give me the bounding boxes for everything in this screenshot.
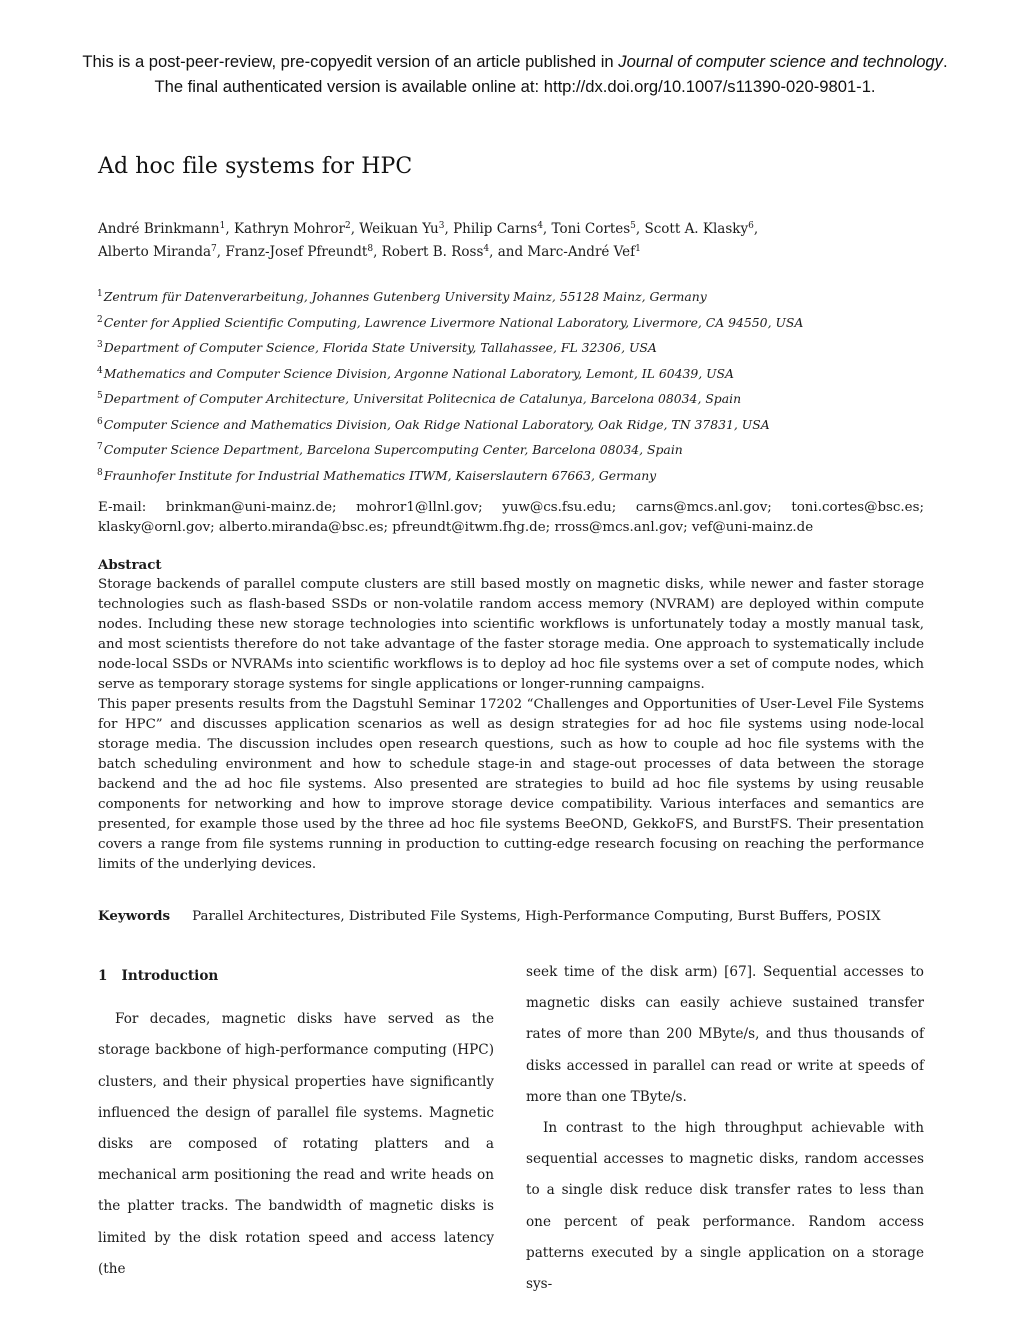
author: Weikuan Yu [359,221,439,237]
notice-prefix: This is a post-peer-review, pre-copyedit version of an article published in [82,52,619,71]
affiliation-text: Computer Science Department, Barcelona Supercomputing Center, Barcelona 08034, Spain [103,442,683,457]
affiliation [97,386,927,412]
affiliation-text: Department of Computer Architecture, Universitat Politecnica de Catalunya, Barcelona 08034, Spain [103,391,742,406]
affiliation-number: 3 [97,340,103,350]
keywords-text: Parallel Architectures, Distributed File Systems, High-Performance Computing, Burst Buffers, POSIX [192,909,881,924]
journal-name: Journal of computer science and technology [618,52,943,71]
affiliation-text: Department of Computer Science, Florida State University, Tallahassee, FL 32306, USA [103,340,657,355]
author-affiliation-mark: 6 [748,221,754,231]
author-affiliation-mark: 4 [483,244,490,254]
paper-title: Ad hoc file systems for HPC [98,154,413,179]
affiliation [97,361,927,387]
affiliation-number: 7 [97,442,103,452]
author-affiliation-mark: 5 [630,221,636,231]
abstract-paragraph: This paper presents results from the Dagstuhl Seminar 17202 “Challenges and Opportunities of User-Level File Systems for HPC” and discusses application scenarios as well as design strategies for ad hoc file systems using node-local storage media. The discussion includes open research questions, such as how to couple ad hoc file systems with the batch scheduling environment and how to schedule stage-in and stage-out processes of data between the storage backend and the ad hoc file systems. Also presented are strategies to build ad hoc file systems by using reusable components for networking and how to improve storage device compatibility. Various interfaces and semantics are presented, for example those used by the three ad hoc file systems BeeOND, GekkoFS, and BurstFS. Their presentation covers a range from file systems running in production to cutting-edge research focusing on reaching the performance limits of the underlying devices. [98,697,924,872]
affiliation-text: Mathematics and Computer Science Division, Argonne National Laboratory, Lemont, IL 60439, USA [103,365,734,381]
body-column-left [98,961,494,1285]
section-number: 1 [98,968,108,984]
affiliation-text: Fraunhofer Institute for Industrial Mathematics ITWM, Kaiserslautern 67663, Germany [103,467,657,483]
author-affiliation-mark: 4 [537,221,543,231]
author: Robert B. Ross [381,244,484,260]
affiliation-number: 8 [97,467,103,478]
affiliation [97,412,927,438]
author-affiliation-mark: 7 [211,244,217,254]
author: Kathryn Mohror [233,221,345,237]
author: Franz-Josef Pfreundt [225,244,368,260]
author: André Brinkmann [98,221,220,237]
affiliation-list [97,284,927,488]
body-paragraph: For decades, magnetic disks have served as the storage backbone of high-performance computing (HPC) clusters, and their physical properties have significantly influenced the design of parallel file systems. Magnetic disks are composed of rotating platters and a mechanical arm positioning the read and write heads on the platter tracks. The bandwidth of magnetic disks is limited by the disk rotation speed and access latency (the [98,1011,494,1277]
author-affiliation-mark: 2 [344,221,351,231]
body-paragraph: In contrast to the high throughput achievable with sequential accesses to magnetic disks, random accesses to a single disk reduce disk transfer rates to less than one percent of peak performance. Random access patterns executed by a single application on a storage sys- [526,1120,924,1293]
keywords-label: Keywords [98,908,171,924]
publication-notice [70,49,960,99]
affiliation-text: Center for Applied Scientific Computing, Lawrence Livermore National Laboratory, Livermore, CA 94550, USA [103,314,804,330]
author-affiliation-mark: 1 [219,221,226,231]
abstract-heading: Abstract [98,557,162,573]
affiliation-text: Computer Science and Mathematics Division, Oak Ridge National Laboratory, Oak Ridge, TN 37831, USA [103,416,770,432]
email-list: E-mail: brinkman@uni-mainz.de; mohror1@llnl.gov; yuw@cs.fsu.edu; carns@mcs.anl.gov; toni.cortes@bsc.es; klasky@ornl.gov; alberto.miranda@bsc.es; pfreundt@itwm.fhg.de; rross@mcs.anl.gov; vef@uni-mainz.de [98,500,924,535]
affiliation [97,310,927,336]
author: Marc-André Vef [527,244,636,260]
affiliation-number: 6 [97,416,103,427]
author: Philip Carns [453,221,538,237]
notice-suffix: . The final authenticated version is available online at: http://dx.doi.org/10.1007/s11390-020-9801-1. [154,52,948,96]
affiliation-number: 2 [97,314,103,325]
author-list: André Brinkmann$^1$, Kathryn Mohror$^2$, Weikuan Yu$^3$, Philip Carns$^4$, Toni Cortes$^5$, Scott A. Klasky$^6$, Alberto Miranda$^7$, Franz-Josef Pfreundt$^8$, Robert B. Ross$^4$, and Marc-André Vef$^1$ [98,221,759,260]
affiliation [97,335,927,361]
affiliation-text: Zentrum für Datenverarbeitung, Johannes Gutenberg University Mainz, 55128 Mainz, Germany [103,289,707,304]
author: Alberto Miranda [98,244,212,260]
abstract [98,555,924,875]
abstract-paragraph: Storage backends of parallel compute clusters are still based mostly on magnetic disks, while newer and faster storage technologies such as flash-based SSDs or non-volatile random access memory (NVRAM) are deployed within compute nodes. Including these new storage technologies into scientific workflows is unfortunately today a mostly manual task, and most scientists therefore do not take advantage of the faster storage media. One approach to systematically include node-local SSDs or NVRAMs into scientific workflows is to deploy ad hoc file systems over a set of compute nodes, which serve as temporary storage systems for single applications or longer-running campaigns. [98,577,924,692]
author-affiliation-mark: 8 [367,244,374,254]
author: Scott A. Klasky [644,221,749,237]
author: Toni Cortes [551,221,631,237]
affiliation [97,284,927,310]
affiliation-number: 5 [97,391,103,401]
author-affiliation-mark: 3 [438,221,445,231]
affiliation [97,463,927,489]
affiliation [97,437,927,463]
section-title: Introduction [121,968,219,984]
keywords [98,906,924,927]
affiliation-number: 1 [97,289,103,299]
section-heading [98,961,494,992]
affiliation-number: 4 [97,365,103,376]
body-paragraph-continuation: seek time of the disk arm) [67]. Sequential accesses to magnetic disks can easily achieve sustained transfer rates of more than 200 MByte/s, and thus thousands of disks accessed in parallel can read or write at speeds of more than one TByte/s. [526,964,924,1105]
body-column-right [526,957,924,1300]
author-affiliation-mark: 1 [635,244,641,254]
